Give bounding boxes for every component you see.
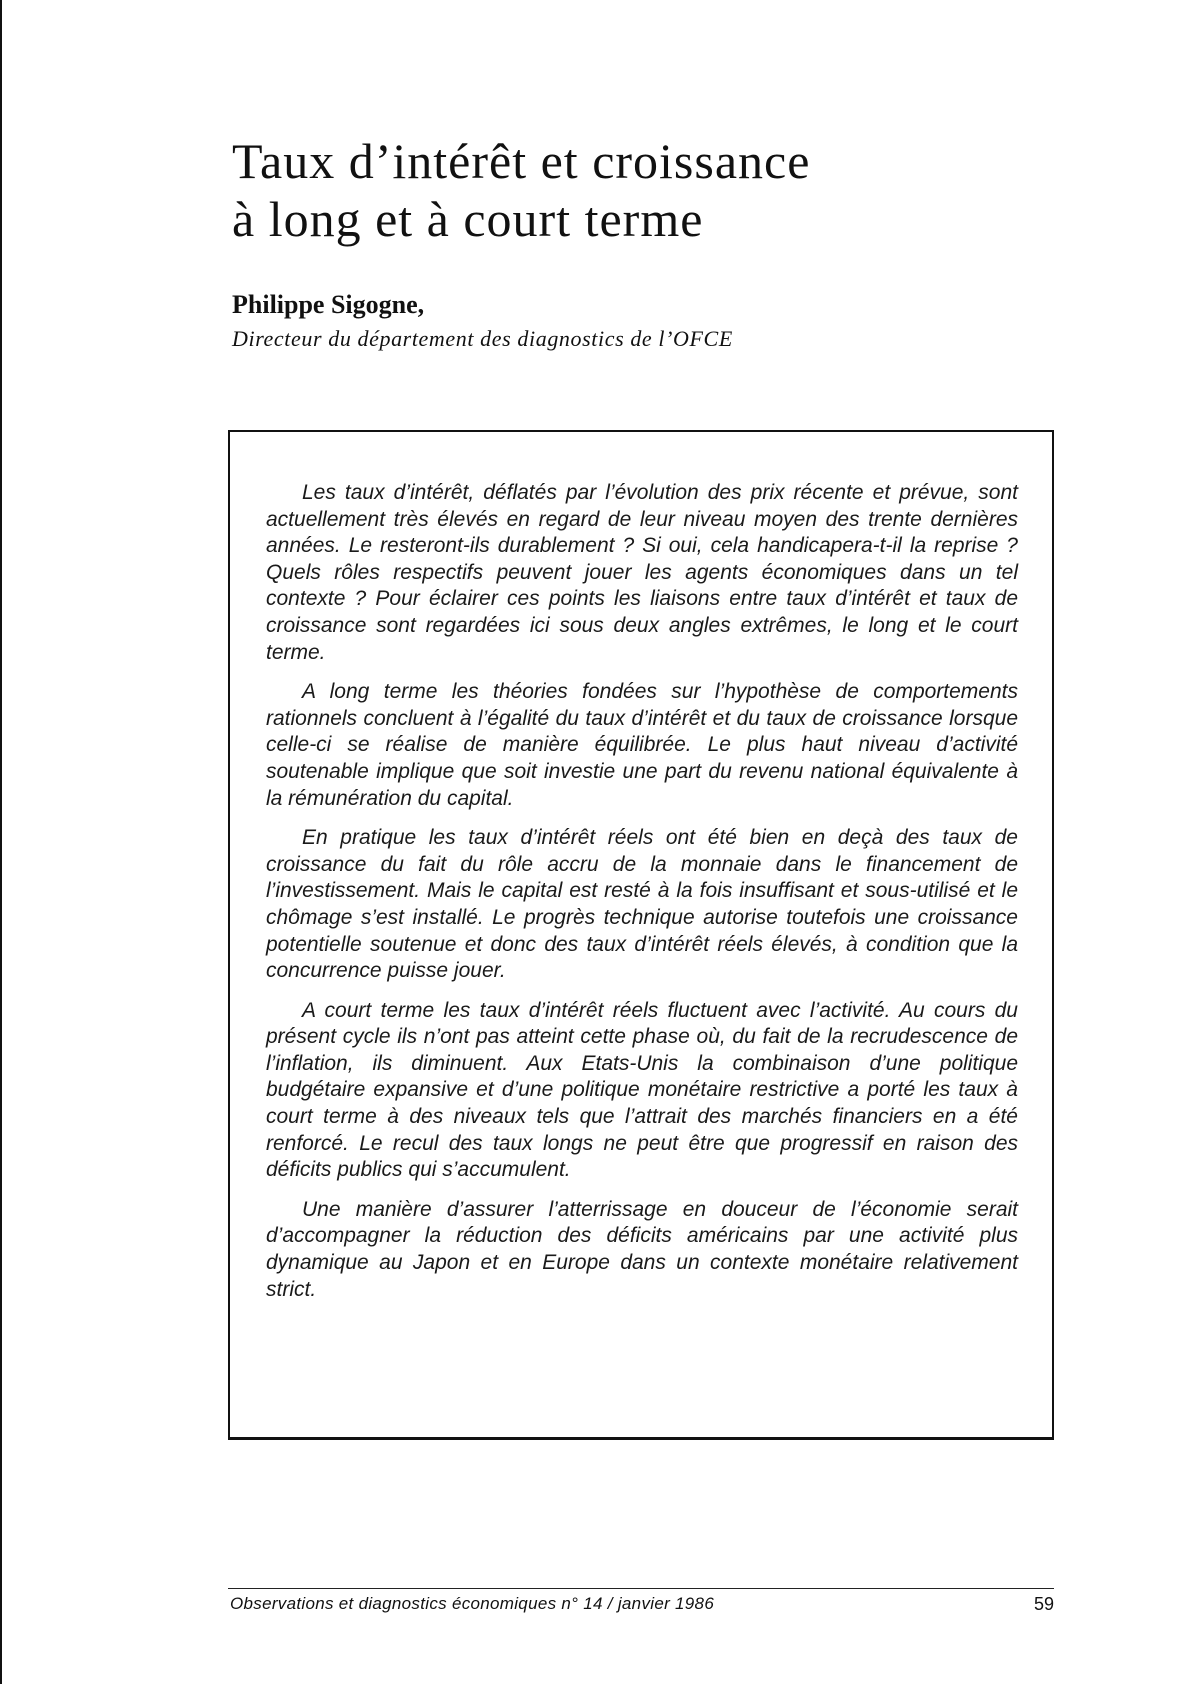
abstract-text [266,480,1018,1316]
author-affiliation: Directeur du département des diagnostics de l’OFCE [232,326,733,351]
footer-rule [228,1588,1054,1589]
journal-citation: Observations et diagnostics économiques n° 14 / janvier 1986 [230,1594,715,1613]
abstract-paragraph-3: En pratique les taux d’intérêt réels ont été bien en deçà des taux de croissance du fait du rôle accru de la monnaie dans le financement de l’investissement. Mais le capital est resté à la fois insuffisant et sous-utilisé et le chômage s’est installé. Le progrès technique autorise toutefois une croissance potentielle soutenue et donc des taux d’intérêt réels élevés, à condition que la concurrence puisse jouer. [266,826,1018,983]
page-edge-rule [0,0,2,1684]
abstract-paragraph-5: Une manière d’assurer l’atterrissage en douceur de l’économie serait d’accompagner la réduction des déficits américains par une activité plus dynamique au Japon et en Europe dans un contexte monétaire relativement strict. [266,1197,1018,1301]
title-line-1: Taux d’intérêt et croissance [232,133,811,189]
title-line-2: à long et à court terme [232,191,704,247]
abstract-paragraph-2: A long terme les théories fondées sur l’hypothèse de comportements rationnels concluent à l’égalité du taux d’intérêt et du taux de croissance lorsque celle-ci se réalise de manière équilibrée. Le plus haut niveau d’activité soutenable implique que soit investie une part du revenu national équivalente à la rémunération du capital. [266,680,1018,810]
author-name: Philippe Sigogne, [232,290,425,319]
abstract-paragraph-1: Les taux d’intérêt, déflatés par l’évolution des prix récente et prévue, sont actuellement très élevés en regard de leur niveau moyen des trente dernières années. Le resteront-ils durablement ? Si oui, cela handicapera-t-il la reprise ? Quels rôles respectifs peuvent jouer les agents économiques dans un tel contexte ? Pour éclairer ces points les liaisons entre taux d’intérêt et taux de croissance sont regardées ici sous deux angles extrêmes, le long et le court terme. [266,481,1018,664]
abstract-box [228,430,1054,1440]
article-title [232,132,1052,248]
page-number: 59 [1033,1594,1054,1614]
abstract-paragraph-4: A court terme les taux d’intérêt réels fluctuent avec l’activité. Au cours du présent cycle ils n’ont pas atteint cette phase où, du fait de la recrudescence de l’inflation, ils diminuent. Aux Etats-Unis la combinaison d’une politique budgétaire expansive et d’une politique monétaire restrictive a porté les taux à court terme à des niveaux tels que l’attrait des marchés financiers en a été renforcé. Le recul des taux longs ne peut être que progressif en raison des déficits publics qui s’accumulent. [266,998,1018,1182]
